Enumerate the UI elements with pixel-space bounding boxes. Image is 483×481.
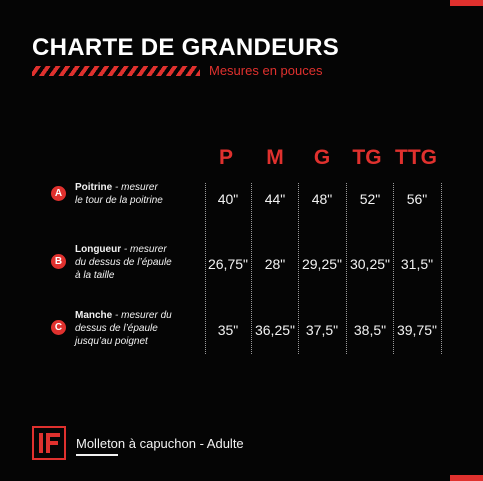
value-cell: 52" — [359, 191, 381, 207]
size-header-ttg: TTG — [395, 146, 437, 169]
row-desc-line: du dessus de l’épaule — [75, 257, 172, 268]
size-header-g: G — [313, 146, 331, 169]
row-description — [75, 309, 193, 348]
value-cell: 26,75" — [207, 256, 248, 272]
value-cell: 44" — [264, 191, 286, 207]
row-badge: A — [51, 186, 66, 201]
value-cell: 48" — [311, 191, 333, 207]
row-name: Manche — [75, 310, 113, 321]
row-desc-line: à la taille — [75, 270, 115, 281]
value-cell: 35" — [217, 322, 239, 338]
row-badge: C — [51, 320, 66, 335]
hazard-stripes — [32, 66, 200, 76]
row-name: Poitrine — [75, 182, 113, 193]
row-desc-line: - mesurer du — [115, 310, 172, 321]
value-cell: 40" — [217, 191, 239, 207]
size-header-m: M — [266, 146, 284, 169]
row-desc-line: - mesurer — [123, 244, 167, 255]
row-badge: B — [51, 254, 66, 269]
page-title: CHARTE DE GRANDEURS — [32, 34, 340, 61]
value-cell: 28" — [264, 256, 286, 272]
row-description — [75, 181, 193, 207]
value-cell: 36,25" — [254, 322, 295, 338]
value-cell: 30,25" — [349, 256, 390, 272]
value-cell: 31,5" — [400, 256, 434, 272]
row-description — [75, 243, 193, 282]
product-name: Molleton à capuchon - Adulte — [76, 436, 244, 451]
row-desc-line: - mesurer — [115, 182, 158, 193]
brand-logo-icon — [32, 426, 66, 460]
corner-accent-bottom — [450, 475, 483, 481]
row-label-poitrine — [51, 181, 193, 207]
page-subtitle: Mesures en pouces — [209, 63, 323, 78]
value-cell: 56" — [406, 191, 428, 207]
footer-underline — [76, 454, 118, 456]
value-cell: 39,75" — [396, 322, 437, 338]
row-desc-line: le tour de la poitrine — [75, 195, 163, 206]
row-label-manche — [51, 309, 193, 348]
value-cell: 29,25" — [301, 256, 342, 272]
size-header-p: P — [218, 146, 233, 169]
corner-accent-top — [450, 0, 483, 6]
row-label-longueur — [51, 243, 193, 282]
value-cell: 37,5" — [305, 322, 339, 338]
row-name: Longueur — [75, 244, 122, 255]
row-desc-line: jusqu’au poignet — [75, 336, 148, 347]
size-header-tg: TG — [352, 146, 382, 169]
value-cell: 38,5" — [353, 322, 387, 338]
row-desc-line: dessus de l’épaule — [75, 323, 158, 334]
